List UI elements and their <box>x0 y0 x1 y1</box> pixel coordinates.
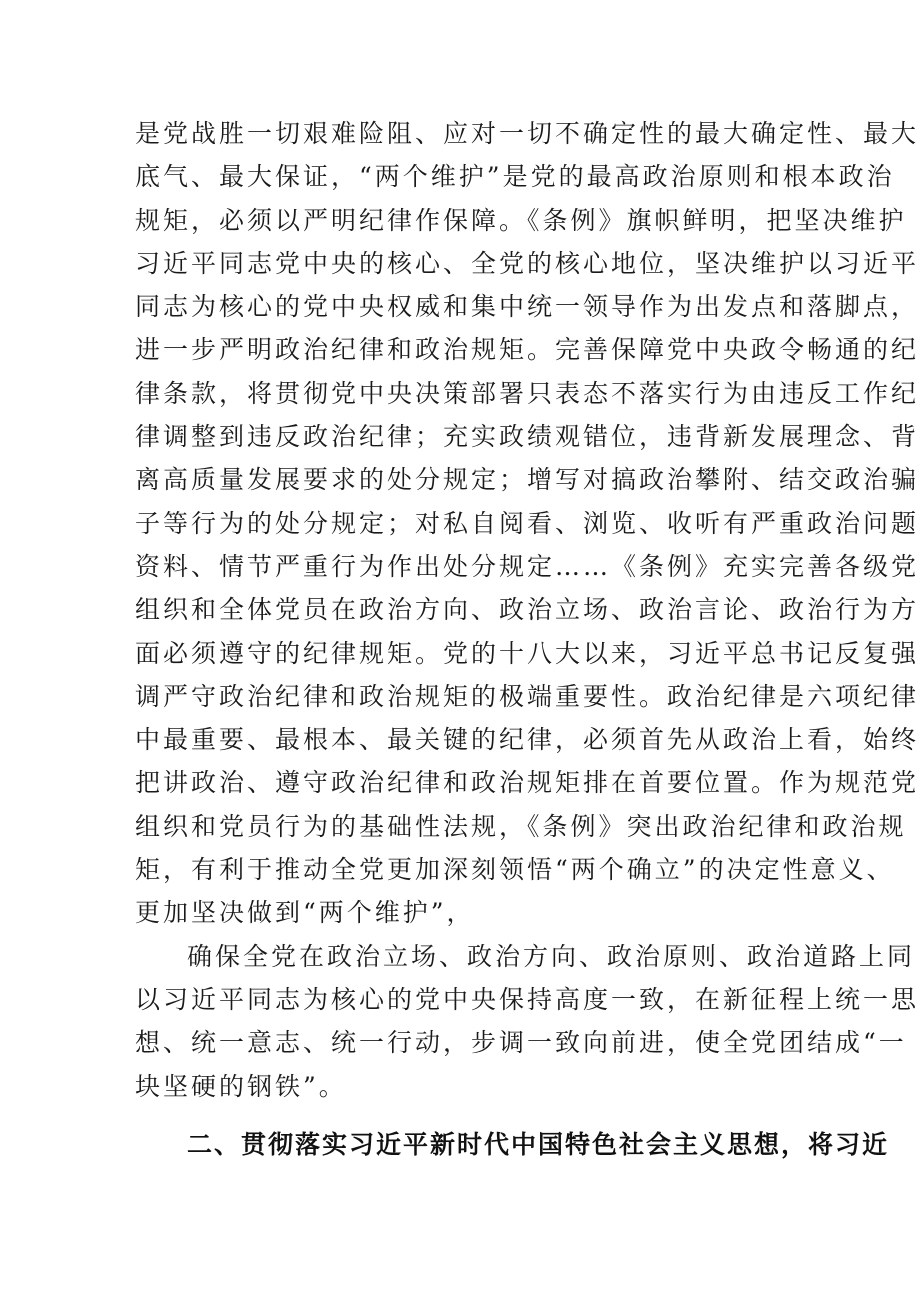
paragraph-line: 进一步严明政治纪律和政治规矩。完善保障党中央政令畅通的纪 <box>135 335 920 365</box>
paragraph-line: 以习近平同志为核心的党中央保持高度一致，在新征程上统一思 <box>135 984 920 1014</box>
paragraph-line: 律调整到违反政治纪律；充实政绩观错位，违背新发展理念、背 <box>135 422 920 452</box>
paragraph-line: 律条款，将贯彻党中央决策部署只表态不落实行为由违反工作纪 <box>135 378 920 408</box>
paragraph-2 <box>135 935 920 1108</box>
section-heading: 二、贯彻落实习近平新时代中国特色社会主义思想，将习近 <box>187 1129 890 1159</box>
document-body <box>135 112 920 1168</box>
paragraph-line: 调严守政治纪律和政治规矩的极端重要性。政治纪律是六项纪律 <box>135 681 920 711</box>
paragraph-line: 组织和全体党员在政治方向、政治立场、政治言论、政治行为方 <box>135 595 920 625</box>
paragraph-line: 组织和党员行为的基础性法规，《条例》突出政治纪律和政治规 <box>135 811 907 841</box>
paragraph-line: 想、统一意志、统一行动，步调一致向前进，使全党团结成“一 <box>135 1028 907 1058</box>
paragraph-line: 面必须遵守的纪律规矩。党的十八大以来，习近平总书记反复强 <box>135 638 920 668</box>
paragraph-line: 规矩，必须以严明纪律作保障。《条例》旗帜鲜明，把坚决维护 <box>135 205 907 235</box>
paragraph-line: 确保全党在政治立场、政治方向、政治原则、政治道路上同 <box>187 941 916 971</box>
paragraph-line: 底气、最大保证，“两个维护”是党的最高政治原则和根本政治 <box>135 162 895 192</box>
paragraph-1 <box>135 112 920 935</box>
paragraph-line: 块坚硬的钢铁”。 <box>135 1071 347 1101</box>
paragraph-line: 把讲政治、遵守政治纪律和政治规矩排在首要位置。作为规范党 <box>135 768 920 798</box>
section-gap <box>135 1108 795 1122</box>
paragraph-line: 离高质量发展要求的处分规定；增写对搞政治攀附、结交政治骗 <box>135 465 920 495</box>
paragraph-line: 习近平同志党中央的核心、全党的核心地位，坚决维护以习近平 <box>135 248 920 278</box>
paragraph-line: 资料、情节严重行为作出处分规定……《条例》充实完善各级党 <box>135 551 920 581</box>
paragraph-line: 中最重要、最根本、最关键的纪律，必须首先从政治上看，始终 <box>135 725 920 755</box>
paragraph-line: 矩，有利于推动全党更加深刻领悟“两个确立”的决定性意义、 <box>135 855 895 885</box>
paragraph-line: 子等行为的处分规定；对私自阅看、浏览、收听有严重政治问题 <box>135 508 920 538</box>
paragraph-line: 同志为核心的党中央权威和集中统一领导作为出发点和落脚点， <box>135 292 920 322</box>
paragraph-line: 更加坚决做到“两个维护”， <box>135 898 475 928</box>
paragraph-line: 是党战胜一切艰难险阻、应对一切不确定性的最大确定性、最大 <box>135 119 920 148</box>
